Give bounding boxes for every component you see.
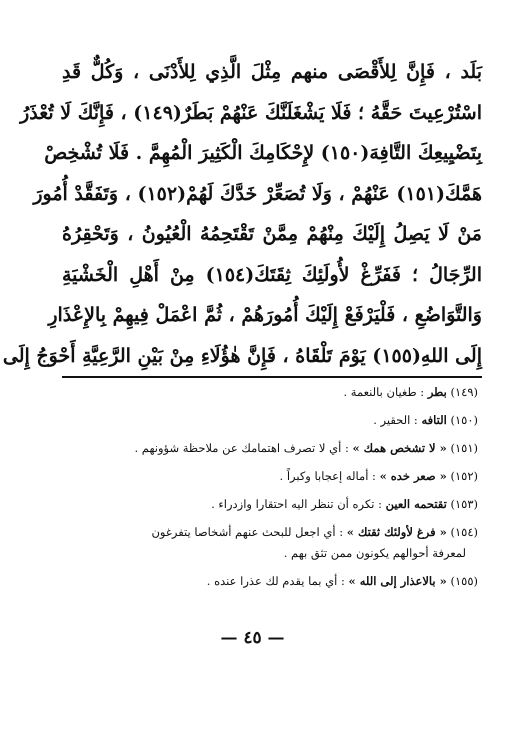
footnote-term: « لا تشخص همك » (352, 441, 447, 455)
main-text-line: وَالتَّوَاضُعِ ، فَلْيَرْفَعْ إِلَيْكَ أُمُورَهُمْ ، ثُمَّ اعْمَلْ فِيهِمْ بِالإِعْذَارِ (48, 304, 482, 326)
footnote-number: (١٥٠) (450, 413, 478, 427)
page-number: — ٤٥ — (220, 628, 285, 648)
footnote-text: : تكره أن تنظر اليه احتقارا وازدراء . (211, 497, 382, 511)
footnote-154 (88, 524, 478, 541)
main-text-line: اسْتُرْعِيتَ حَقَّهُ ؛ فَلَا يَشْغَلَنَّكَ عَنْهُمْ بَطَرٌ(١٤٩) ، فَإِنَّكَ لَا تُعْذَرُ (20, 101, 482, 124)
footnote-number: (١٥١) (450, 441, 478, 455)
footnote-number: (١٤٩) (450, 385, 478, 399)
footnote-153 (88, 496, 478, 513)
main-text-line: بِتَضْيِيعِكَ التَّافِهَ(١٥٠) لإِحْكَامِكَ الْكَثِيرَ الْمُهِمَّ . فَلَا تُشْخِصْ (44, 142, 482, 164)
footnote-term: « صعر خده » (379, 469, 447, 483)
footnote-number: (١٥٤) (450, 525, 478, 539)
main-text-line: الرِّجَالُ ؛ فَفَرِّغْ لأُولَئِكَ ثِقَتَكَ(١٥٤) مِنْ أَهْلِ الْخَشْيَةِ (62, 263, 482, 286)
footnote-number: (١٥٥) (450, 574, 478, 588)
main-text-line: مَنْ لَا يَصِلُ إِلَيْكَ مِنْهُمْ مِمَّنْ تَقْتَحِمُهُ الْعُيُونُ ، وَتَحْقِرُهُ (62, 223, 482, 245)
footnote-number: (١٥٢) (450, 469, 478, 483)
footnote-text: : طغيان بالنعمة . (343, 385, 425, 399)
footnote-151 (88, 440, 478, 457)
footnote-number: (١٥٣) (450, 497, 478, 511)
main-text-line: هَمَّكَ(١٥١) عَنْهُمْ ، وَلَا تُصَعِّرْ خَدَّكَ لَهُمْ(١٥٢) ، وَتَفَقَّدْ أُمُورَ (33, 182, 482, 205)
footnote-term: التافه (421, 413, 447, 427)
main-text-line: بَلَد ، فَإِنَّ لِلأَقْصَى منهم مِثْلَ الَّذِي لِلأَدْنَى ، وَكُلٌّ قَدِ (62, 61, 482, 83)
footnote-155 (88, 573, 478, 590)
footnote-separator (74, 377, 480, 378)
footnote-text: : الحقير . (373, 413, 418, 427)
footnotes (88, 384, 478, 601)
footnote-term: « بالاعذار إلى الله » (348, 574, 447, 588)
footnote-term: بطر (427, 385, 447, 399)
footnote-152 (88, 468, 478, 485)
footnote-150 (88, 412, 478, 429)
footnote-text: : أماله إعجابا وكبراً . (279, 469, 376, 483)
main-text-line: إِلَى اللهِ(١٥٥) يَوْمَ تَلْقَاهُ ، فَإِنَّ هٰؤُلَاءِ مِنْ بَيْنِ الرَّعِيَّةِ أَحْوَجُ إِلَى (62, 336, 482, 379)
footnote-text: : أي بما يقدم لك عذرا عنده . (206, 574, 345, 588)
main-text (2, 52, 482, 378)
footnote-text: : أي اجعل للبحث عنهم أشخاصا يتفرغون (151, 525, 344, 539)
footnote-154-continuation: لمعرفة أحوالهم يكونون ممن تثق بهم . (283, 546, 466, 560)
footnote-text: : أي لا تصرف اهتمامك عن ملاحظة شؤونهم . (134, 441, 349, 455)
footnote-term: تقتحمه العين (385, 497, 447, 511)
footnote-term: « فرغ لأولئك ثقتك » (346, 525, 447, 539)
footnote-149 (88, 384, 478, 401)
